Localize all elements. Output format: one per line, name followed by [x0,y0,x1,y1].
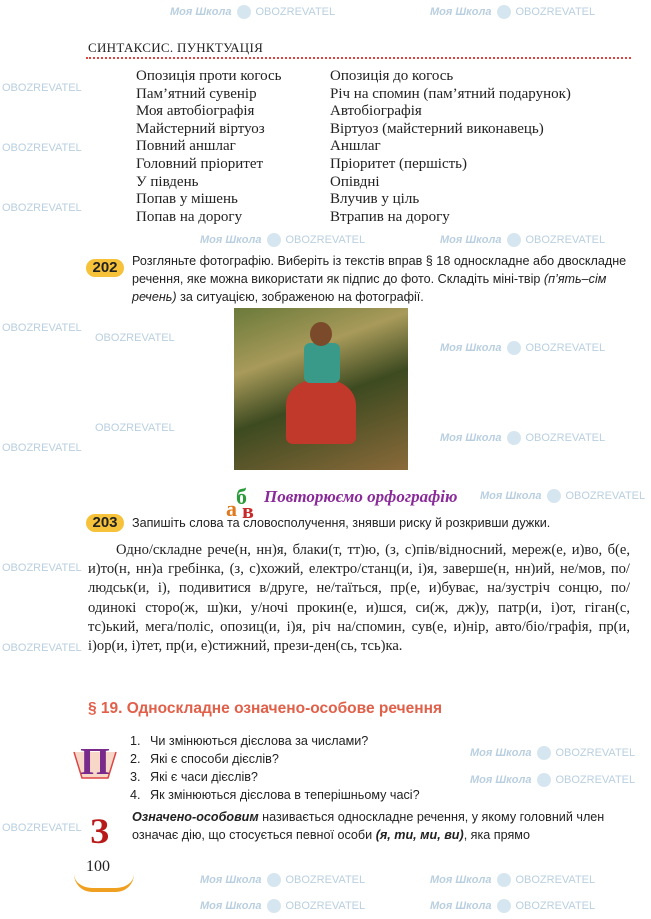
pair-left: Повний аншлаг [136,138,236,155]
watermark: Моя Школа OBOZREVATEL [430,874,596,886]
text: за ситуацією, зображеною на фотографії. [176,290,424,304]
italic-text: (п’ять–сім речень) [132,272,607,304]
review-questions [130,732,420,804]
pair-right: Аншлаг [330,138,381,155]
icon-letter: в [242,498,254,523]
q-text: Як змінюються дієслова в теперішньому часі? [150,788,420,802]
pair-right: Віртуоз (майстерний виконавець) [330,120,544,137]
exercise-203-text: Запишіть слова та словосполучення, знявши риску й розкривши дужки. [132,516,551,530]
pair-right: Пріоритет (першість) [330,155,467,172]
exercise-202-text [132,252,632,306]
pair-left: Попав на дорогу [136,208,243,225]
definition-text [132,808,632,844]
pair-right: Втрапив на дорогу [330,208,450,225]
pair-right: Опозиція до когось [330,68,454,84]
watermark: Моя Школа OBOZREVATEL [480,490,646,502]
watermark: OBOZREVATEL [2,822,82,834]
photo-head [310,322,332,346]
watermark: Моя Школа OBOZREVATEL [200,874,366,886]
icon-letter: а [226,496,237,521]
header-divider [86,57,631,59]
rule-z-icon: З [90,811,110,851]
watermark: Моя Школа OBOZREVATEL [440,342,606,354]
page-number: 100 [86,858,110,875]
pair-left: Опозиція проти когось [136,68,282,84]
icon-letter: П [80,741,110,782]
question-item [130,786,420,804]
watermark: Моя Школа OBOZREVATEL [430,6,596,18]
watermark: OBOZREVATEL [2,142,82,154]
photo-figure [304,343,340,383]
bold-term: Означено-особовим [132,810,259,824]
watermark: Моя Школа OBOZREVATEL [200,900,366,912]
q-text: Чи змінюються дієслова за числами? [150,734,369,748]
italic-text: (я, ти, ми, ви) [375,828,464,842]
q-text: Які є часи дієслів? [150,770,258,784]
section-heading: § 19. Односкладне означено-особове речення [88,700,442,717]
q-text: Які є способи дієслів? [150,752,279,766]
pair-left: Пам’ятний сувенір [136,85,257,102]
watermark: Моя Школа OBOZREVATEL [170,6,336,18]
exercise-number-badge: 202 [86,259,124,277]
text: називається односкладне речення, у якому головний член означає дію, що стосується певної особи [132,810,605,842]
q-num: 1. [130,734,141,748]
photo-skirt [286,380,356,444]
pair-right: Річ на спомин (пам’ятний подарунок) [330,85,571,102]
exercise-number-badge: 203 [86,514,124,532]
watermark: OBOZREVATEL [2,322,82,334]
orthography-heading: Повторюємо орфографію [264,487,458,506]
q-num: 4. [130,788,141,802]
watermark: Моя Школа OBOZREVATEL [200,234,366,246]
pair-left: У південь [136,173,199,190]
watermark: Моя Школа OBOZREVATEL [470,747,636,759]
question-item [130,768,420,786]
q-num: 3. [130,770,141,784]
pair-right: Автобіографія [330,103,422,120]
watermark: OBOZREVATEL [95,422,175,434]
watermark: Моя Школа OBOZREVATEL [440,432,606,444]
icon-letter: б [236,484,247,509]
watermark: Моя Школа OBOZREVATEL [470,774,636,786]
question-item [130,750,420,768]
girl-photo [234,308,408,470]
laurel-icon [74,874,134,892]
watermark: OBOZREVATEL [2,82,82,94]
watermark: Моя Школа OBOZREVATEL [430,900,596,912]
repeat-p-icon [72,738,118,782]
pair-left: Моя автобіографія [136,103,255,120]
watermark: OBOZREVATEL [95,332,175,344]
exercise-203-paragraph: Одно/складне рече(н, нн)я, блаки(т, тт)ю, (з, с)пів/відносний, мереж(е, и)во, б(е, и)то(н, нн)а гребінка, (з, с)хожий, електро/станц(и, і)я, заверше(н, нн)ий, не/мов, по/людськ(и, і), подивитися в/друге, не/таїться, пр(е, и)буває, на/зустріч сонцю, по/одинокі сторо(ж, ш)ки, у/ночі прокин(е, и)шся, си(ж, дж)у, патр(и, і)от, гіган(с, тс)ький, мега/поліс, опозиц(и, і)я, річ на/спомин, сув(е, и)нір, авто/біо/графія, пр(и, і)ор(и, і)тет, пр(и, е)стижний, прези-ден(сь, тсь)ка. [88,542,630,655]
pair-left: Попав у мішень [136,191,238,208]
watermark: OBOZREVATEL [2,202,82,214]
watermark: OBOZREVATEL [2,442,82,454]
text: Розгляньте фотографію. Виберіть із текстів вправ § 18 односкладне або двоскладне речення, яке можна використати як підпис до фото. Складіть міні-твір [132,254,627,286]
pair-right: Опівдні [330,173,380,190]
watermark: OBOZREVATEL [2,642,82,654]
text: , яка прямо [463,828,530,842]
pair-left: Майстерний віртуоз [136,120,265,137]
pair-right: Влучив у ціль [330,191,420,208]
pairs-left-column [136,68,282,226]
watermark: OBOZREVATEL [2,562,82,574]
watermark: Моя Школа OBOZREVATEL [440,234,606,246]
pairs-right-column [330,68,571,226]
question-item [130,732,420,750]
running-header: СИНТАКСИС. ПУНКТУАЦІЯ [88,40,264,55]
q-num: 2. [130,752,141,766]
pair-left: Головний пріоритет [136,155,264,172]
